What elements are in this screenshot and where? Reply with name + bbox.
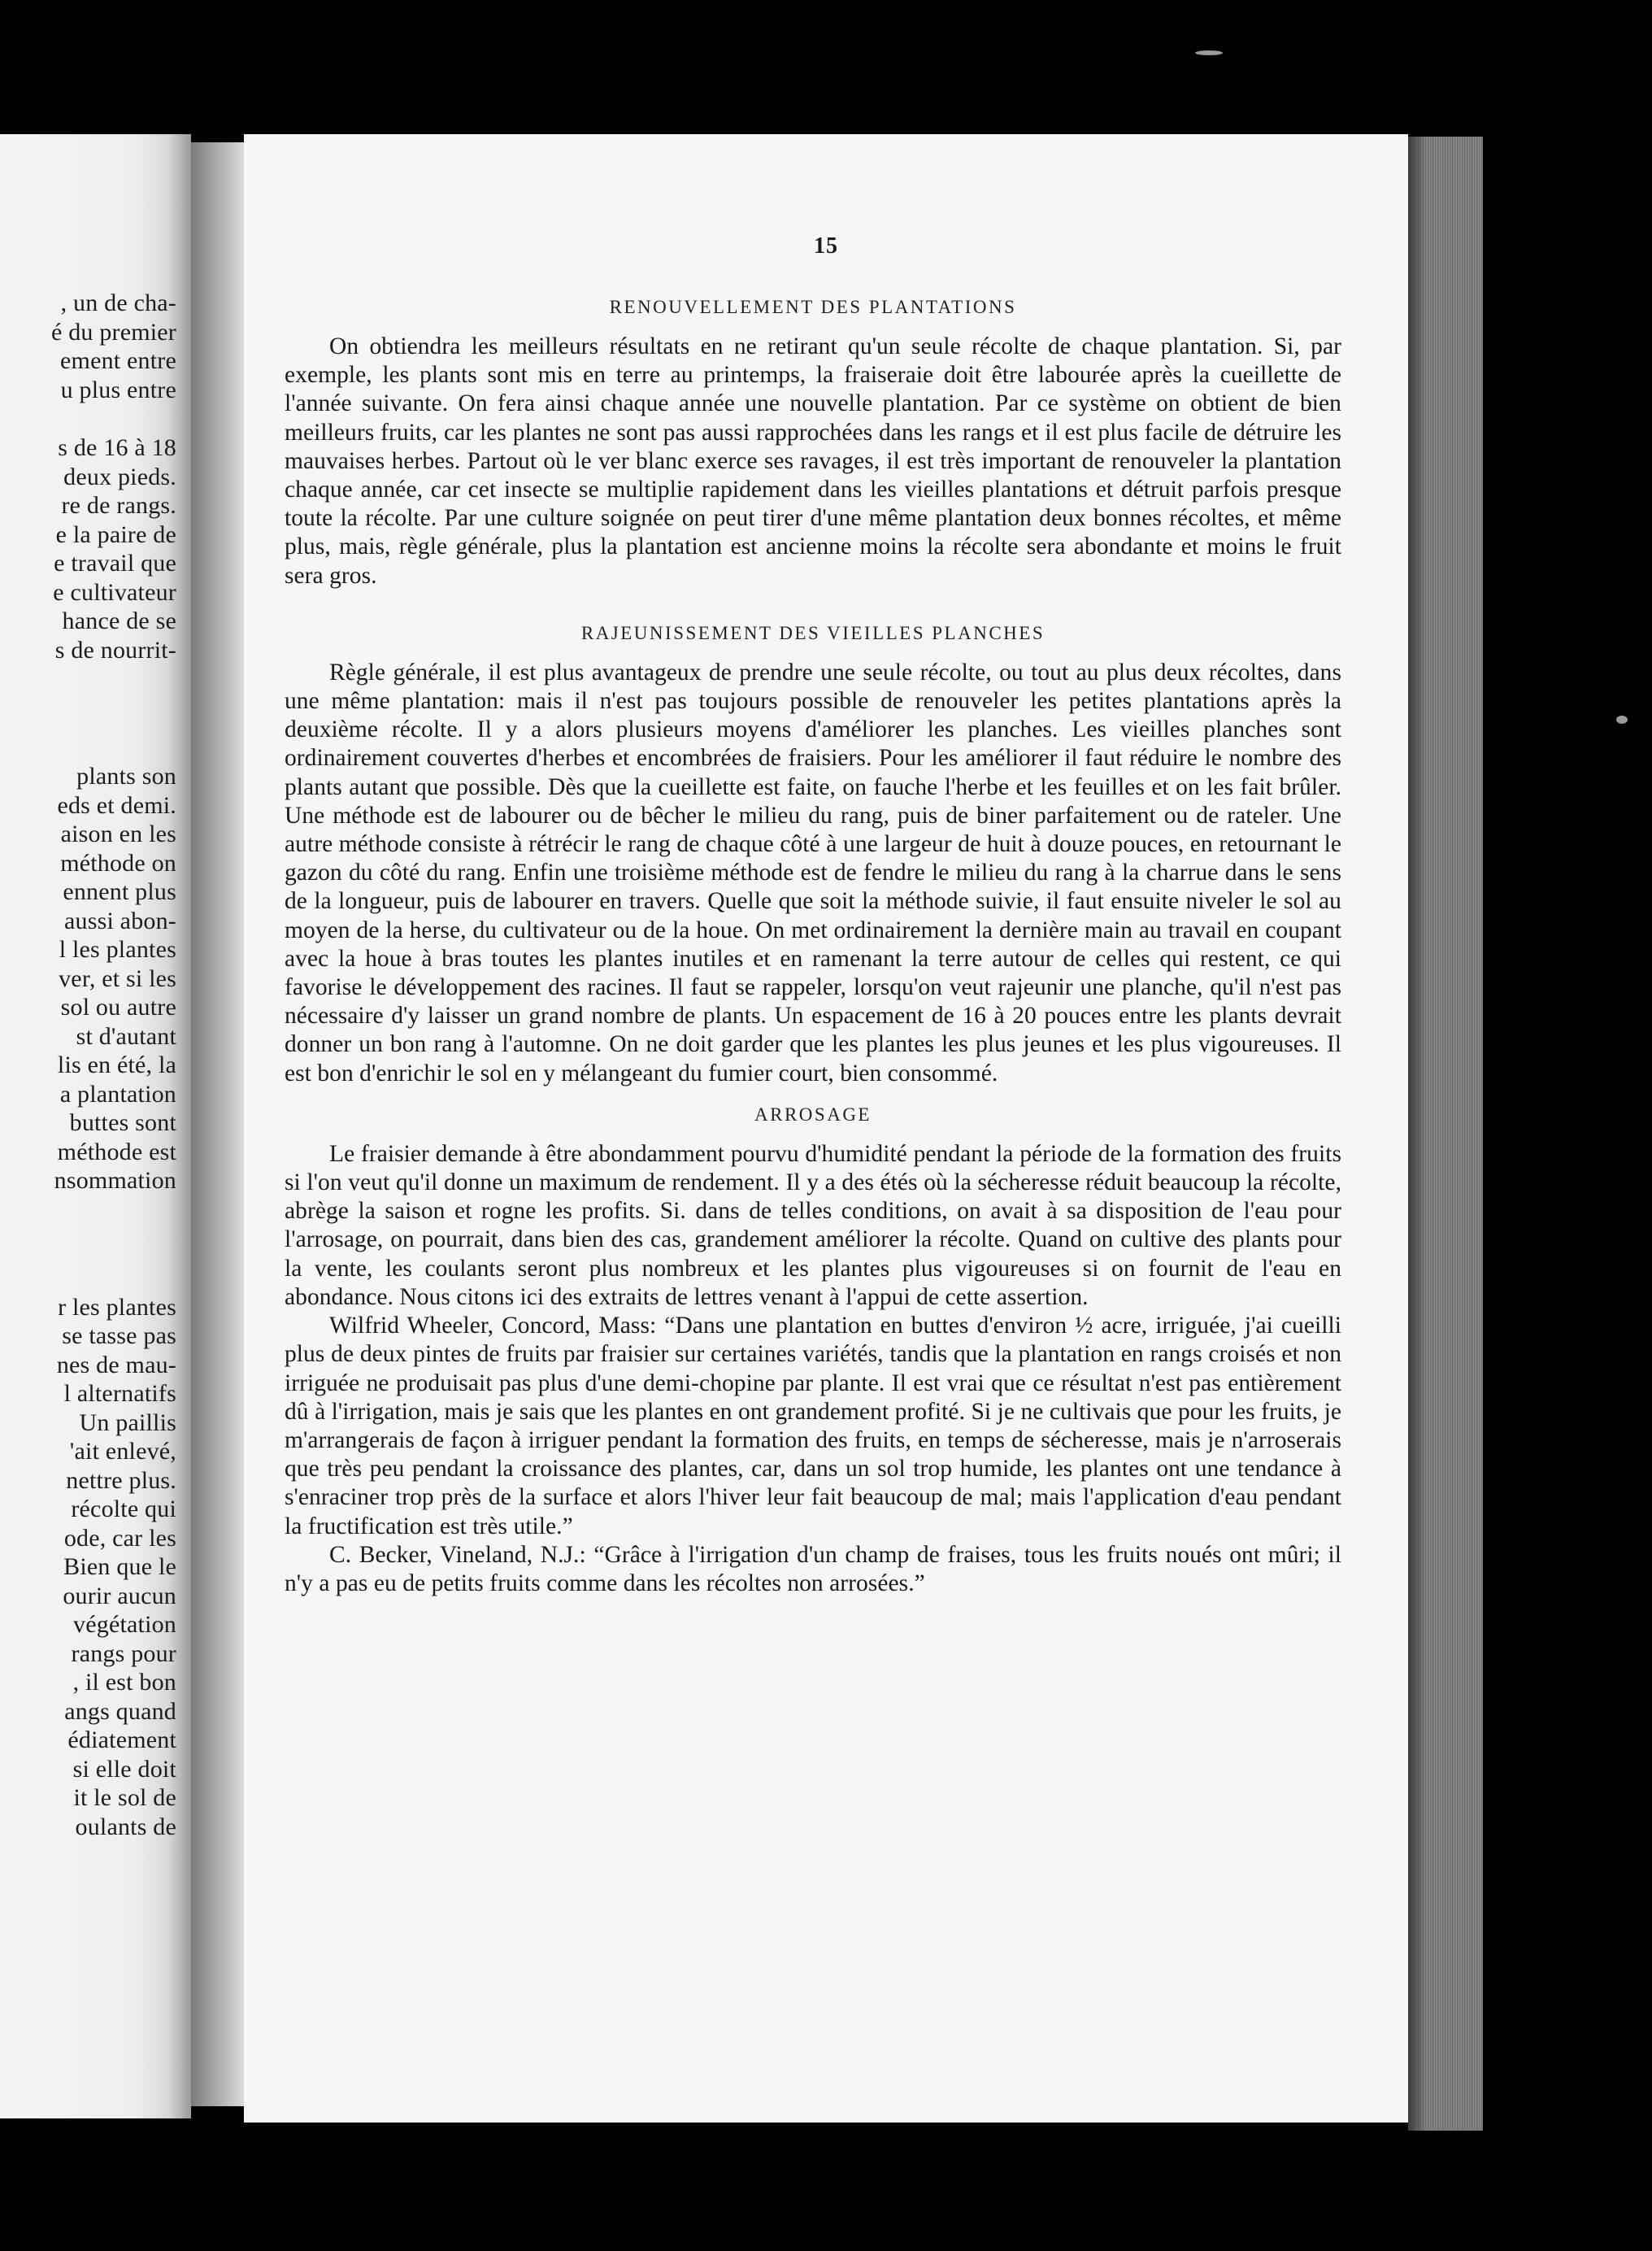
left-page-line: r les plantes (58, 1293, 176, 1321)
left-page-line: édiatement (67, 1726, 176, 1753)
left-page-line: Un paillis (79, 1409, 176, 1436)
left-page-line: st d'autant (76, 1022, 176, 1050)
book-page (244, 134, 1408, 2123)
left-page-line: sol ou autre (60, 994, 176, 1021)
left-page-line: aussi abon- (63, 907, 176, 934)
left-page-line: plants son (76, 763, 176, 790)
left-page-line: Bien que le (63, 1553, 176, 1580)
left-page-line: re de rangs. (61, 492, 176, 519)
section-renouvellement (285, 297, 1341, 590)
left-page-line: ourir aucun (63, 1582, 176, 1609)
paragraph: C. Becker, Vineland, N.J.: “Grâce à l'irrigation d'un champ de fraises, tous les fruits noués ont mûri; il n'y a pas eu de petits fruits comme dans les récoltes non arrosées.” (285, 1541, 1341, 1596)
section-heading: RENOUVELLEMENT DES PLANTATIONS (609, 297, 1017, 317)
left-page-line: u plus entre (60, 376, 176, 403)
left-page-line: si elle doit (72, 1755, 176, 1783)
section-heading: ARROSAGE (754, 1104, 872, 1125)
section-arrosage (285, 1104, 1341, 1598)
left-page-line: rangs pour (71, 1639, 176, 1667)
dust-speck (1616, 716, 1628, 724)
section-rajeunissement (285, 623, 1341, 1088)
left-page-line: e cultivateur (53, 578, 176, 606)
left-page-line: végétation (73, 1611, 176, 1638)
left-page-line: deux pieds. (63, 463, 176, 490)
left-page-line: it le sol de (73, 1784, 176, 1811)
left-page-line: nettre plus. (66, 1466, 176, 1494)
previous-page-text (0, 289, 176, 1841)
left-page-line: angs quand (64, 1697, 176, 1725)
section-heading: RAJEUNISSEMENT DES VIEILLES PLANCHES (580, 622, 1046, 643)
previous-page (0, 134, 191, 2118)
page-block-shadow (1408, 137, 1426, 2131)
left-page-line: ode, car les (63, 1524, 176, 1552)
left-page-line: , il est bon (72, 1669, 176, 1696)
left-page-line: e travail que (54, 550, 176, 577)
paragraph: Règle générale, il est plus avantageux de prendre une seule récolte, ou tout au plus deux récoltes, dans une même plantation: mais il n'est pas toujours possible de renouveler les petites plantations après la deuxième récolte. Il y a alors plusieurs moyens d'améliorer les planches. Les vieilles planches sont ordinairement couvertes d'herbes et encombrées de fraisiers. Pour les améliorer il faut réduire le nombre des plants autant que possible. Dès que la cueillette est faite, on fauche l'herbe et les feuilles et on les fait brûler. Une méthode est de labourer ou de bêcher le milieu du rang, puis de biner parfaitement ou de rateler. Une autre méthode consiste à rétrécir le rang de chaque côté à une largeur de huit à douze pouces, en retournant le gazon du côté du rang. Enfin une troisième méthode est de fendre le milieu du rang à la charrue dans le sens de la longueur, puis de labourer en travers. Quelle que soit la méthode suivie, il faut ensuite niveler le sol au moyen de la herse, du cultivateur ou de la houe. On met ordinairement la dernière main au travail en coupant avec la houe à bras toutes les plantes inutiles et en ramenant la terre autour de celles qui restent, ce qui favorise le développement des racines. Il faut se rappeler, lorsqu'on veut rajeunir une planche, qu'il n'est pas nécessaire d'y laisser un grand nombre de plants. Un espacement de 16 à 20 pouces entre les plants devrait donner un bon rang à l'automne. On ne doit garder que les plantes les plus jeunes et les plus vigoureuses. Il est bon d'enrichir le sol en y mélangeant du fumier court, bien consommé. (285, 659, 1341, 1086)
dust-speck (1195, 50, 1223, 55)
left-page-line: méthode est (57, 1138, 176, 1165)
left-page-gap (0, 664, 176, 762)
left-page-gap (0, 1195, 176, 1293)
left-page-line: s de nourrit- (54, 636, 176, 664)
paragraph: On obtiendra les meilleurs résultats en ne retirant qu'un seule récolte de chaque plantation. Si, par exemple, les plants sont mis en terre au printemps, la fraiseraie doit être labourée après la cueillette de l'année suivante. On fera ainsi chaque année une nouvelle plantation. Par ce système on obtient de bien meilleurs fruits, car les plantes ne sont pas aussi rapprochées dans les rangs et il est plus facile de détruire les mauvaises herbes. Partout où le ver blanc exerce ses ravages, il est très important de renouveler la plantation chaque année, car cet insecte se multiplie rapidement dans les vieilles plantations et détruit parfois presque toute la récolte. Par une culture soignée on peut tirer d'une même plantation deux bonnes récoltes, et même plus, mais, règle générale, plus la plantation est ancienne moins la récolte sera abondante et moins le fruit sera gros. (285, 333, 1341, 589)
page-number: 15 (814, 233, 838, 259)
left-page-line: eds et demi. (57, 791, 176, 819)
left-page-line: 'ait enlevé, (69, 1438, 176, 1465)
left-page-line: l alternatifs (63, 1380, 176, 1407)
left-page-line: oulants de (75, 1813, 176, 1840)
left-page-line: nsommation (54, 1167, 176, 1194)
left-page-line: méthode on (60, 849, 176, 877)
left-page-line: aison en les (60, 821, 176, 847)
left-page-line: e la paire de (55, 520, 176, 548)
left-page-line: buttes sont (69, 1109, 176, 1136)
page-content (285, 297, 1341, 1598)
book-gutter (191, 142, 252, 2106)
left-page-line: récolte qui (71, 1496, 176, 1522)
paragraph: Wilfrid Wheeler, Concord, Mass: “Dans une plantation en buttes d'environ ½ acre, irriguée, j'ai cueilli plus de deux pintes de fruits par fraisier sur certaines variétés, tandis que la plantation en rangs croisés et non irriguée ne produisait pas plus d'une demi-chopine par plante. Il est vrai que ce résultat n'est pas entièrement dû à l'irrigation, mais je sais que les plantes en ont grandement profité. Si je ne cultivais que pour les fruits, je m'arrangerais de façon à irriguer pendant la formation des fruits, en temps de sécheresse, mais je n'arroserais que très peu pendant la croissance des plantes, car, dans un sol trop humide, les plantes ont une tendance à s'enraciner trop près de la surface et alors l'hiver leur fait beaucoup de mal; mais l'application d'eau pendant la fructification est très utile.” (285, 1313, 1341, 1539)
left-page-line: ement entre (60, 347, 176, 374)
left-page-line: l les plantes (59, 936, 176, 963)
left-page-line: a plantation (59, 1080, 176, 1108)
left-page-line: lis en été, la (57, 1051, 176, 1078)
left-page-line: ennent plus (63, 878, 176, 905)
paragraph: Le fraisier demande à être abondamment pourvu d'humidité pendant la période de la formation des fruits si l'on veut qu'il donne un maximum de rendement. Il y a des étés où la sécheresse réduit beaucoup la récolte, abrège la saison et rogne les profits. Si. dans de telles conditions, on avait à sa disposition de l'eau pour l'arrosage, on pourrait, dans bien des cas, grandement améliorer la récolte. Quand on cultive des plants pour la vente, les coulants seront plus nombreux et les plantes plus vigoureuses si on fournit de l'eau en abondance. Nous citons ici des extraits de lettres venant à l'appui de cette assertion. (285, 1140, 1341, 1310)
left-page-line: , un de cha- (60, 290, 176, 316)
left-page-line: hance de se (62, 607, 176, 634)
left-page-line: é du premier (51, 318, 176, 346)
left-page-line: s de 16 à 18 (58, 434, 176, 461)
left-page-line: ver, et si les (59, 964, 176, 992)
left-page-gap (0, 404, 176, 433)
left-page-line: se tasse pas (62, 1322, 176, 1349)
left-page-line: nes de mau- (56, 1351, 176, 1378)
